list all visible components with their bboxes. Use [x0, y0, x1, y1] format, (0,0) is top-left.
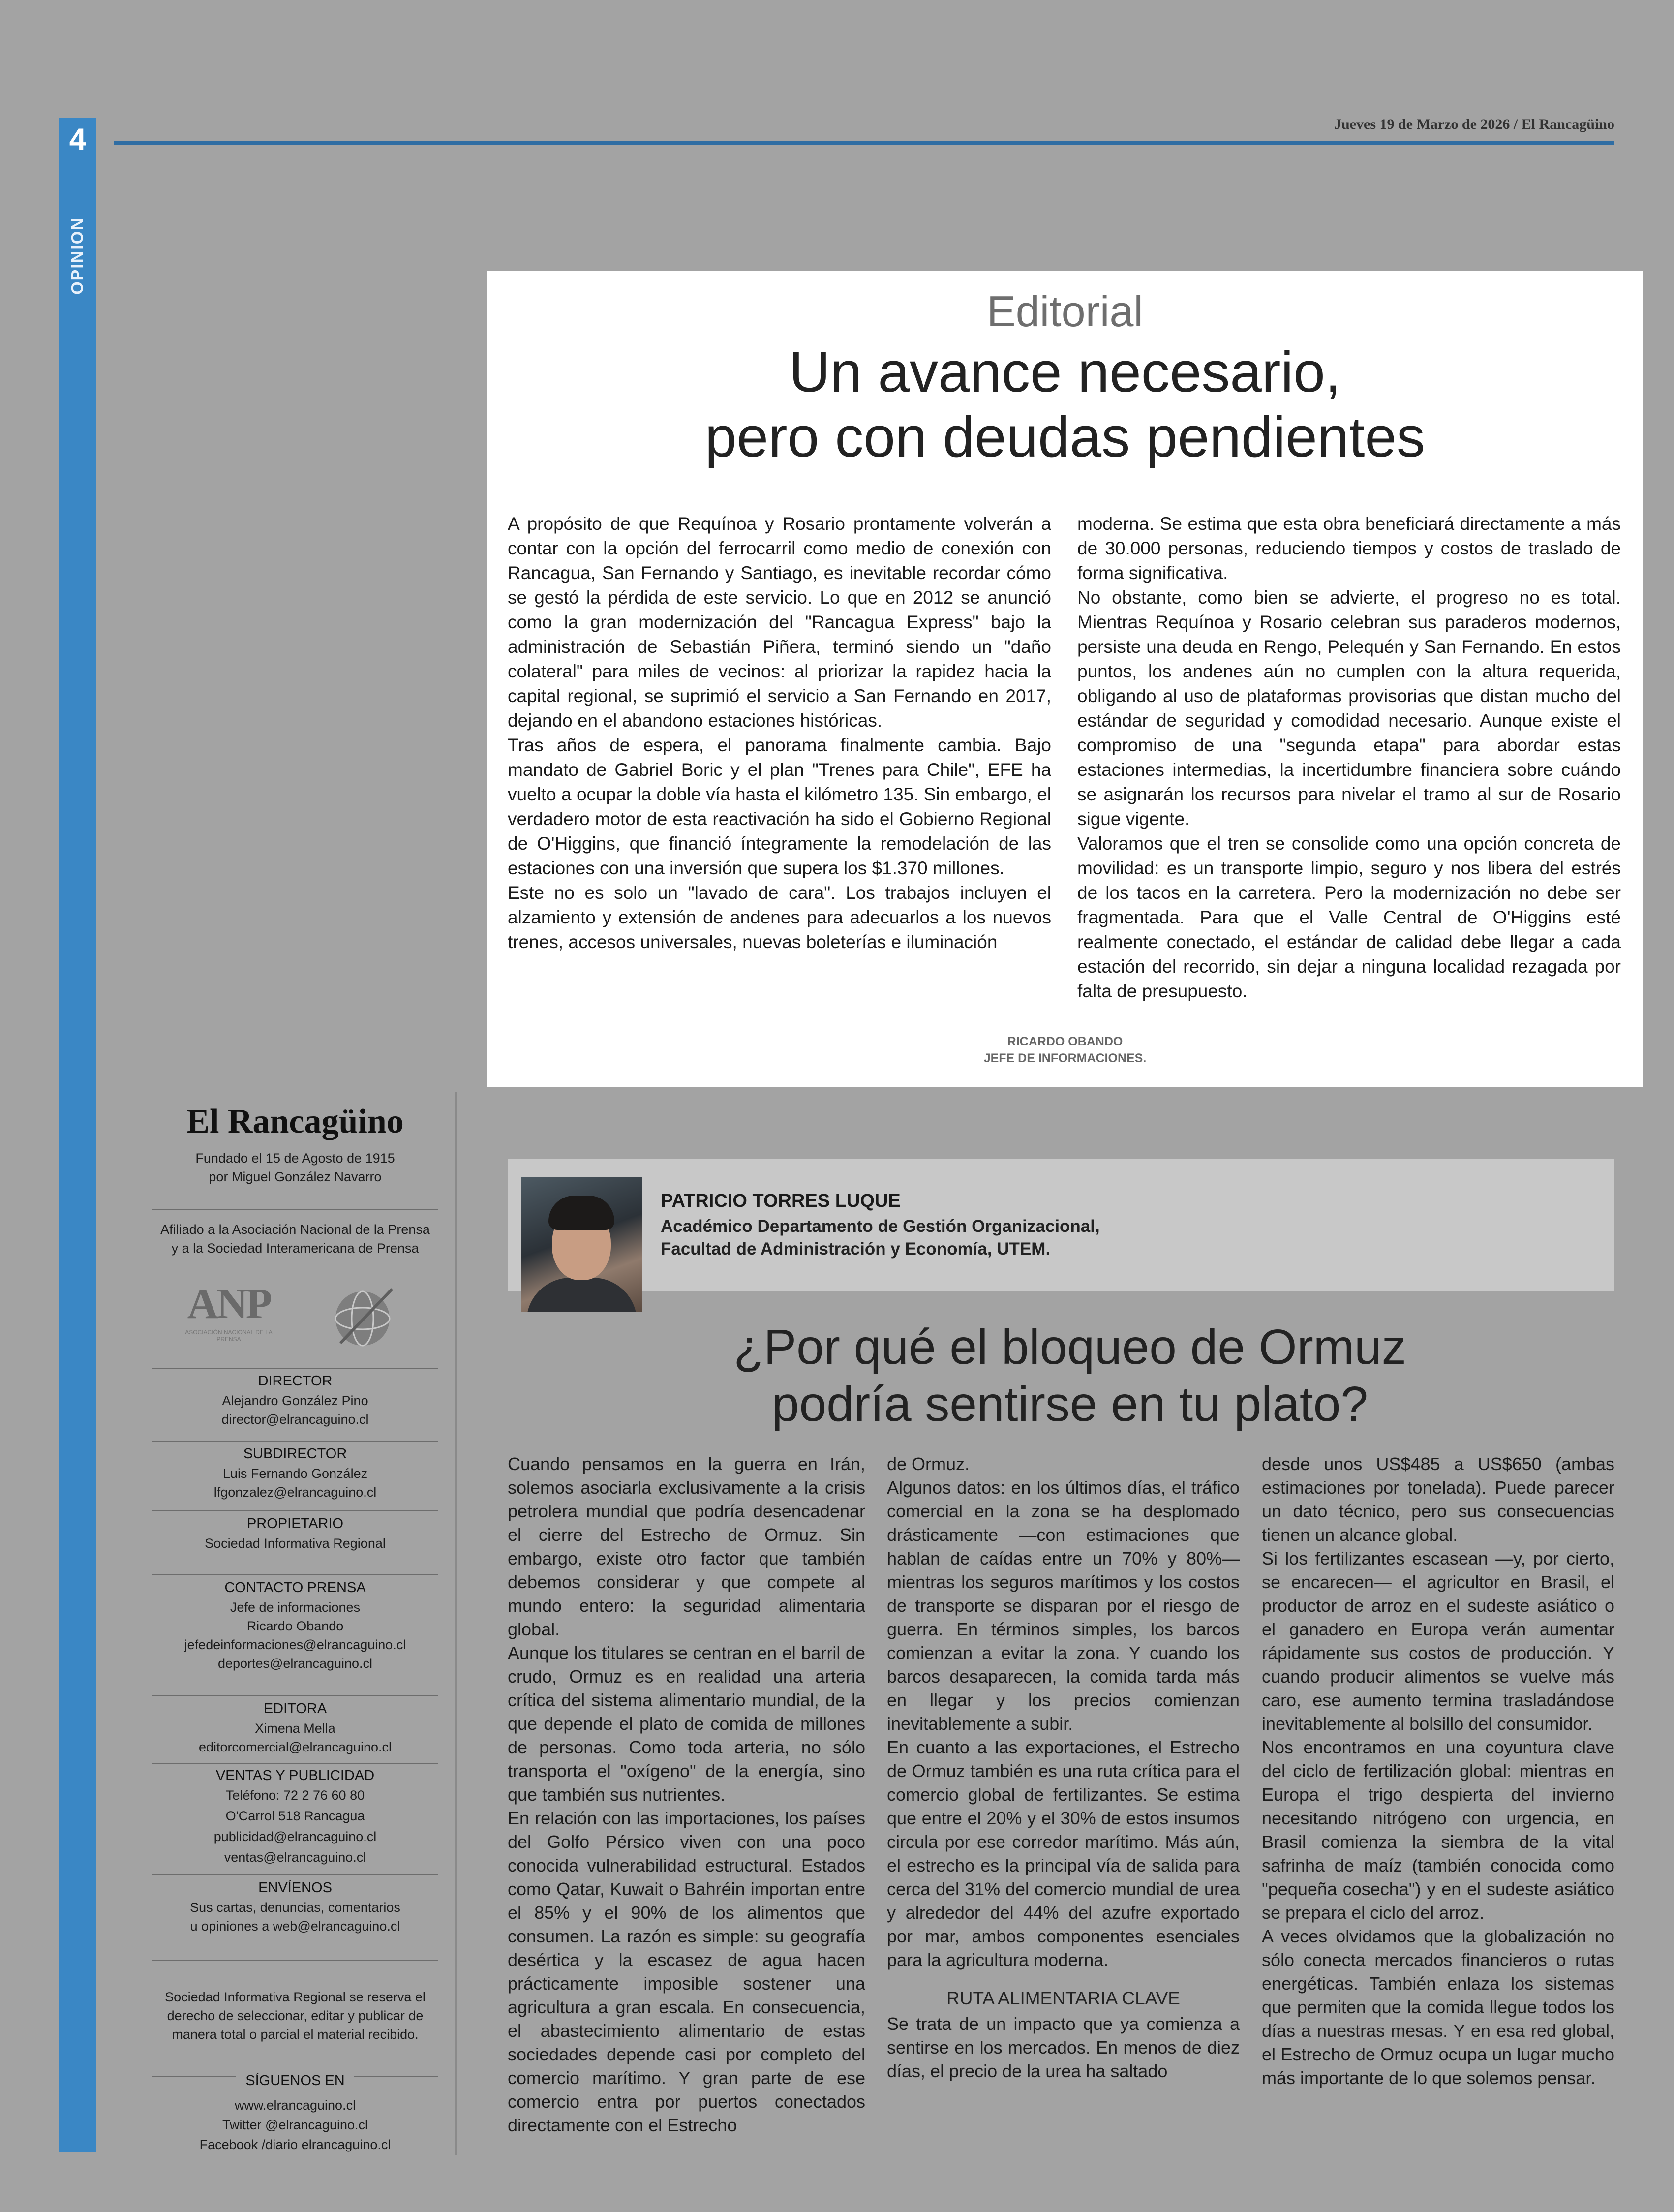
paragraph: desde unos US$485 a US$650 (ambas estimaciones por tonelada). Puede parecer un dato técnico, pero sus consecuencias tienen un alcance global.: [1262, 1454, 1614, 1545]
follow-twitter: Twitter @elrancaguino.cl: [222, 2118, 368, 2132]
subheading: RUTA ALIMENTARIA CLAVE: [946, 1988, 1180, 2008]
sales-email: publicidad@elrancaguino.cl: [213, 1829, 377, 1844]
section-label: [59, 207, 96, 305]
divider: [152, 1574, 438, 1575]
divider: [152, 1209, 438, 1210]
editorial-signature: [487, 1033, 1643, 1067]
follow-facebook: Facebook /diario elrancaguino.cl: [199, 2137, 391, 2152]
column-title-line1: ¿Por qué el bloqueo de Ormuz: [733, 1320, 1406, 1375]
page-number: 4: [69, 123, 87, 156]
press-heading: CONTACTO PRENSA: [224, 1580, 366, 1596]
signature-name: RICARDO OBANDO: [1007, 1035, 1123, 1048]
anp-logo-text: ANP: [187, 1280, 271, 1328]
sales-address: O'Carrol 518 Rancagua: [225, 1809, 365, 1823]
owner-heading: PROPIETARIO: [246, 1516, 344, 1532]
column-body-1: [508, 1452, 865, 2137]
affiliation-line: y a la Sociedad Interamericana de Prensa: [171, 1241, 419, 1256]
masthead-title: El Rancagüino: [186, 1103, 404, 1140]
editorial-kicker: Editorial: [987, 287, 1143, 336]
press-email: jefedeinformaciones@elrancaguino.cl: [184, 1637, 406, 1652]
sales-heading: VENTAS Y PUBLICIDAD: [215, 1768, 375, 1783]
author-role: [661, 1215, 1399, 1260]
send-line: Sus cartas, denuncias, comentarios: [190, 1900, 400, 1915]
paragraph: Aunque los titulares se centran en el barril de crudo, Ormuz es en realidad una arteria crítica del sistema alimentario mundial, de la que depende el plato de comida de millones de personas. Como toda arteria, no sólo transporta el "oxígeno" de la energía, sino que también sus nutrientes.: [508, 1643, 865, 1805]
author-photo: [521, 1177, 642, 1312]
paragraph: moderna. Se estima que esta obra beneficiará directamente a más de 30.000 personas, reduciendo tiempos y costos de traslado de forma significativa.: [1077, 514, 1621, 583]
editorial-box: [487, 271, 1643, 1087]
author-role-line2: Facultad de Administración y Economía, UTEM.: [661, 1239, 1051, 1259]
follow-web: www.elrancaguino.cl: [234, 2098, 356, 2113]
column-title-line2: podría sentirse en tu plato?: [772, 1377, 1368, 1432]
rights-line: derecho de seleccionar, editar y publicar de: [167, 2008, 424, 2023]
divider: [152, 1510, 438, 1511]
divider: [152, 1763, 438, 1764]
section-strip: [59, 118, 96, 2152]
owner-name: Sociedad Informativa Regional: [205, 1536, 386, 1551]
divider: [152, 1960, 438, 1961]
paragraph: No obstante, como bien se advierte, el progreso no es total. Mientras Requínoa y Rosario celebran sus paraderos modernos, persiste una deuda en Rengo, Pelequén y San Fernando. En estos puntos, los andenes aún no cumplen con la altura requerida, obligando al uso de plataformas provisorias que distan mucho del estándar de seguridad y comodidad necesario. Aunque existe el compromiso de una "segunda etapa" para abordar estas estaciones intermedias, la incertidumbre financiera sobre cuándo se asignarán los recursos para nivelar el tramo al sur de Rosario sigue vigente.: [1077, 587, 1621, 829]
director-heading: DIRECTOR: [258, 1373, 333, 1389]
masthead: [133, 1092, 457, 2155]
press-role: Jefe de informaciones: [230, 1600, 361, 1615]
affiliation-line: Afiliado a la Asociación Nacional de la Prensa: [160, 1222, 430, 1237]
subdirector-email: lfgonzalez@elrancaguino.cl: [213, 1485, 377, 1500]
paragraph: de Ormuz.: [887, 1454, 970, 1474]
author-name: PATRICIO TORRES LUQUE: [661, 1191, 901, 1211]
editor-name: Ximena Mella: [255, 1721, 335, 1736]
founded-line: Fundado el 15 de Agosto de 1915: [195, 1151, 395, 1166]
rights-line: manera total o parcial el material recibido.: [172, 2027, 419, 2042]
director-name: Alejandro González Pino: [222, 1393, 368, 1408]
founded-line: por Miguel González Navarro: [209, 1169, 382, 1184]
column-title: [512, 1319, 1628, 1433]
director-email: director@elrancaguino.cl: [221, 1412, 369, 1427]
paragraph: Se trata de un impacto que ya comienza a sentirse en los mercados. En menos de diez días, el precio de la urea ha saltado: [887, 2014, 1240, 2081]
anp-logo-subtext: ASOCIACIÓN NACIONAL DE LA PRENSA: [185, 1329, 273, 1343]
sales-email: ventas@elrancaguino.cl: [224, 1850, 366, 1865]
paragraph: Este no es solo un "lavado de cara". Los trabajos incluyen el alzamiento y extensión de andenes para adecuarlos a los nuevos trenes, accesos universales, nuevas boleterías e iluminación: [508, 883, 1051, 952]
follow-heading: SÍGUENOS EN: [236, 2071, 354, 2090]
paragraph: En cuanto a las exportaciones, el Estrecho de Ormuz también es una ruta crítica para el comercio global de fertilizantes. Se estima que entre el 20% y el 30% de estos insumos circula por ese corredor marítimo. Más aún, el estrecho es la principal vía de salida para cerca del 31% del comercio mundial de urea y alrededor del 44% del azufre exportado por mar, ambos componentes esenciales para la agricultura moderna.: [887, 1737, 1240, 1970]
send-line: u opiniones a web@elrancaguino.cl: [190, 1919, 400, 1934]
dateline: Jueves 19 de Marzo de 2026 / El Rancagüino: [1334, 116, 1614, 132]
paragraph: Nos encontramos en una coyuntura clave del ciclo de fertilización global: mientras en Europa el trigo despierta del invierno necesitando nitrógeno con urgencia, en Brasil comienza la siembra de la vital safrinha de maíz (también conocida como "pequeña cosecha") y en el sudeste asiático se prepara el ciclo del arroz.: [1262, 1737, 1614, 1923]
column-body-2: [887, 1452, 1240, 2083]
author-role-line1: Académico Departamento de Gestión Organizacional,: [661, 1217, 1100, 1236]
author-photo-hair: [548, 1196, 614, 1230]
divider: [152, 1874, 438, 1875]
paragraph: Valoramos que el tren se consolide como una opción concreta de movilidad: es un transporte limpio, seguro y nos libera del estrés de los tacos en la carretera. Pero la modernización no debe ser fragmentada. Para que el Valle Central de O'Higgins esté realmente conectado, el estándar de calidad debe llegar a cada estación del recorrido, sin dejar a ninguna localidad rezagada por falta de presupuesto.: [1077, 833, 1621, 1001]
press-name: Ricardo Obando: [246, 1619, 344, 1633]
editor-heading: EDITORA: [263, 1701, 327, 1717]
paragraph: Si los fertilizantes escasean —y, por cierto, se encarecen— el agricultor en Brasil, el productor de arroz en el sudeste asiático o el ganadero en Europa verán aumentar rápidamente sus costos de producción. Y cuando producir alimentos se vuelve más caro, ese aumento termina trasladándose inevitablemente al bolsillo del consumidor.: [1262, 1548, 1614, 1734]
paragraph: Tras años de espera, el panorama finalmente cambia. Bajo mandato de Gabriel Boric y el plan "Trenes para Chile", EFE ha vuelto a ocupar la doble vía hasta el kilómetro 135. Sin embargo, el verdadero motor de esta reactivación ha sido el Gobierno Regional de O'Higgins, que financió íntegramente la remodelación de las estaciones con una inversión que supera los $1.370 millones.: [508, 735, 1051, 878]
rights-line: Sociedad Informativa Regional se reserva el: [165, 1990, 426, 2004]
editorial-title-line1: Un avance necesario,: [789, 340, 1341, 404]
divider: [152, 1441, 438, 1442]
press-email: deportes@elrancaguino.cl: [217, 1656, 373, 1671]
subdirector-heading: SUBDIRECTOR: [243, 1446, 347, 1462]
column-body-3: [1262, 1452, 1614, 2090]
sales-phone: Teléfono: 72 2 76 60 80: [225, 1788, 365, 1803]
section-label-text: OPINION: [68, 217, 87, 295]
paragraph: Cuando pensamos en la guerra en Irán, solemos asociarla exclusivamente a la crisis petrolera mundial que podría desencadenar el cierre del Estrecho de Ormuz. Sin embargo, existe otro factor que también debemos considerar y que compete al mundo entero: la seguridad alimentaria global.: [508, 1454, 865, 1639]
editor-email: editorcomercial@elrancaguino.cl: [198, 1740, 392, 1754]
editorial-column-1: [508, 512, 1051, 954]
subdirector-name: Luis Fernando González: [222, 1466, 368, 1481]
send-heading: ENVÍENOS: [258, 1880, 332, 1896]
paragraph: Algunos datos: en los últimos días, el tráfico comercial en la zona se ha desplomado drásticamente —con estimaciones que hablan de caídas entre un 70% y 80%— mientras los seguros marítimos y los costos de transporte se disparan por el riesgo de guerra. En términos simples, los barcos comienzan a evitar la zona. Y cuando los barcos desaparecen, la comida tarda más en llegar y los precios comienzan inevitablemente a subir.: [887, 1477, 1240, 1734]
paragraph: A veces olvidamos que la globalización no sólo conecta mercados financieros o rutas energéticas. También enlaza los sistemas que permiten que la comida llegue todos los días a nuestras mesas. Y en esa red global, el Estrecho de Ormuz ocupa un lugar mucho más importante de lo que solemos pensar.: [1262, 1926, 1614, 2088]
anp-logo: [180, 1279, 278, 1353]
paragraph: A propósito de que Requínoa y Rosario prontamente volverán a contar con la opción del ferrocarril como medio de conexión con Rancagua, San Fernando y Santiago, es inevitable recordar cómo se gestó la pérdida de este servicio. Lo que en 2012 se anunció como la gran modernización del "Rancagua Express" bajo la administración de Sebastián Piñera, terminó siendo un "daño colateral" para miles de vecinos: al priorizar la rapidez hacia la capital regional, se suprimió el servicio a San Fernando en 2017, dejando en el abandono estaciones históricas.: [508, 514, 1051, 731]
editorial-column-2: [1077, 512, 1621, 1004]
signature-role: JEFE DE INFORMACIONES.: [983, 1051, 1147, 1065]
paragraph: En relación con las importaciones, los países del Golfo Pérsico viven con una poco conocida vulnerabilidad estructural. Estados como Qatar, Kuwait o Bahréin importan entre el 85% y el 90% de los alimentos que consumen. La razón es simple: su geografía desértica y la escasez de agua hacen prácticamente imposible sostener una agricultura a gran escala. En consecuencia, el abastecimiento alimentario de estas sociedades depende casi por completo del comercio marítimo. Y gran parte de ese comercio entra por puertos conectados directamente con el Estrecho: [508, 1808, 865, 2135]
sip-globe-icon: [331, 1284, 395, 1348]
editorial-title: [487, 339, 1643, 469]
divider: [152, 1695, 438, 1696]
divider: [152, 1368, 438, 1369]
header-rule: [114, 141, 1614, 145]
editorial-title-line2: pero con deudas pendientes: [704, 405, 1426, 469]
author-photo-body: [526, 1278, 637, 1312]
